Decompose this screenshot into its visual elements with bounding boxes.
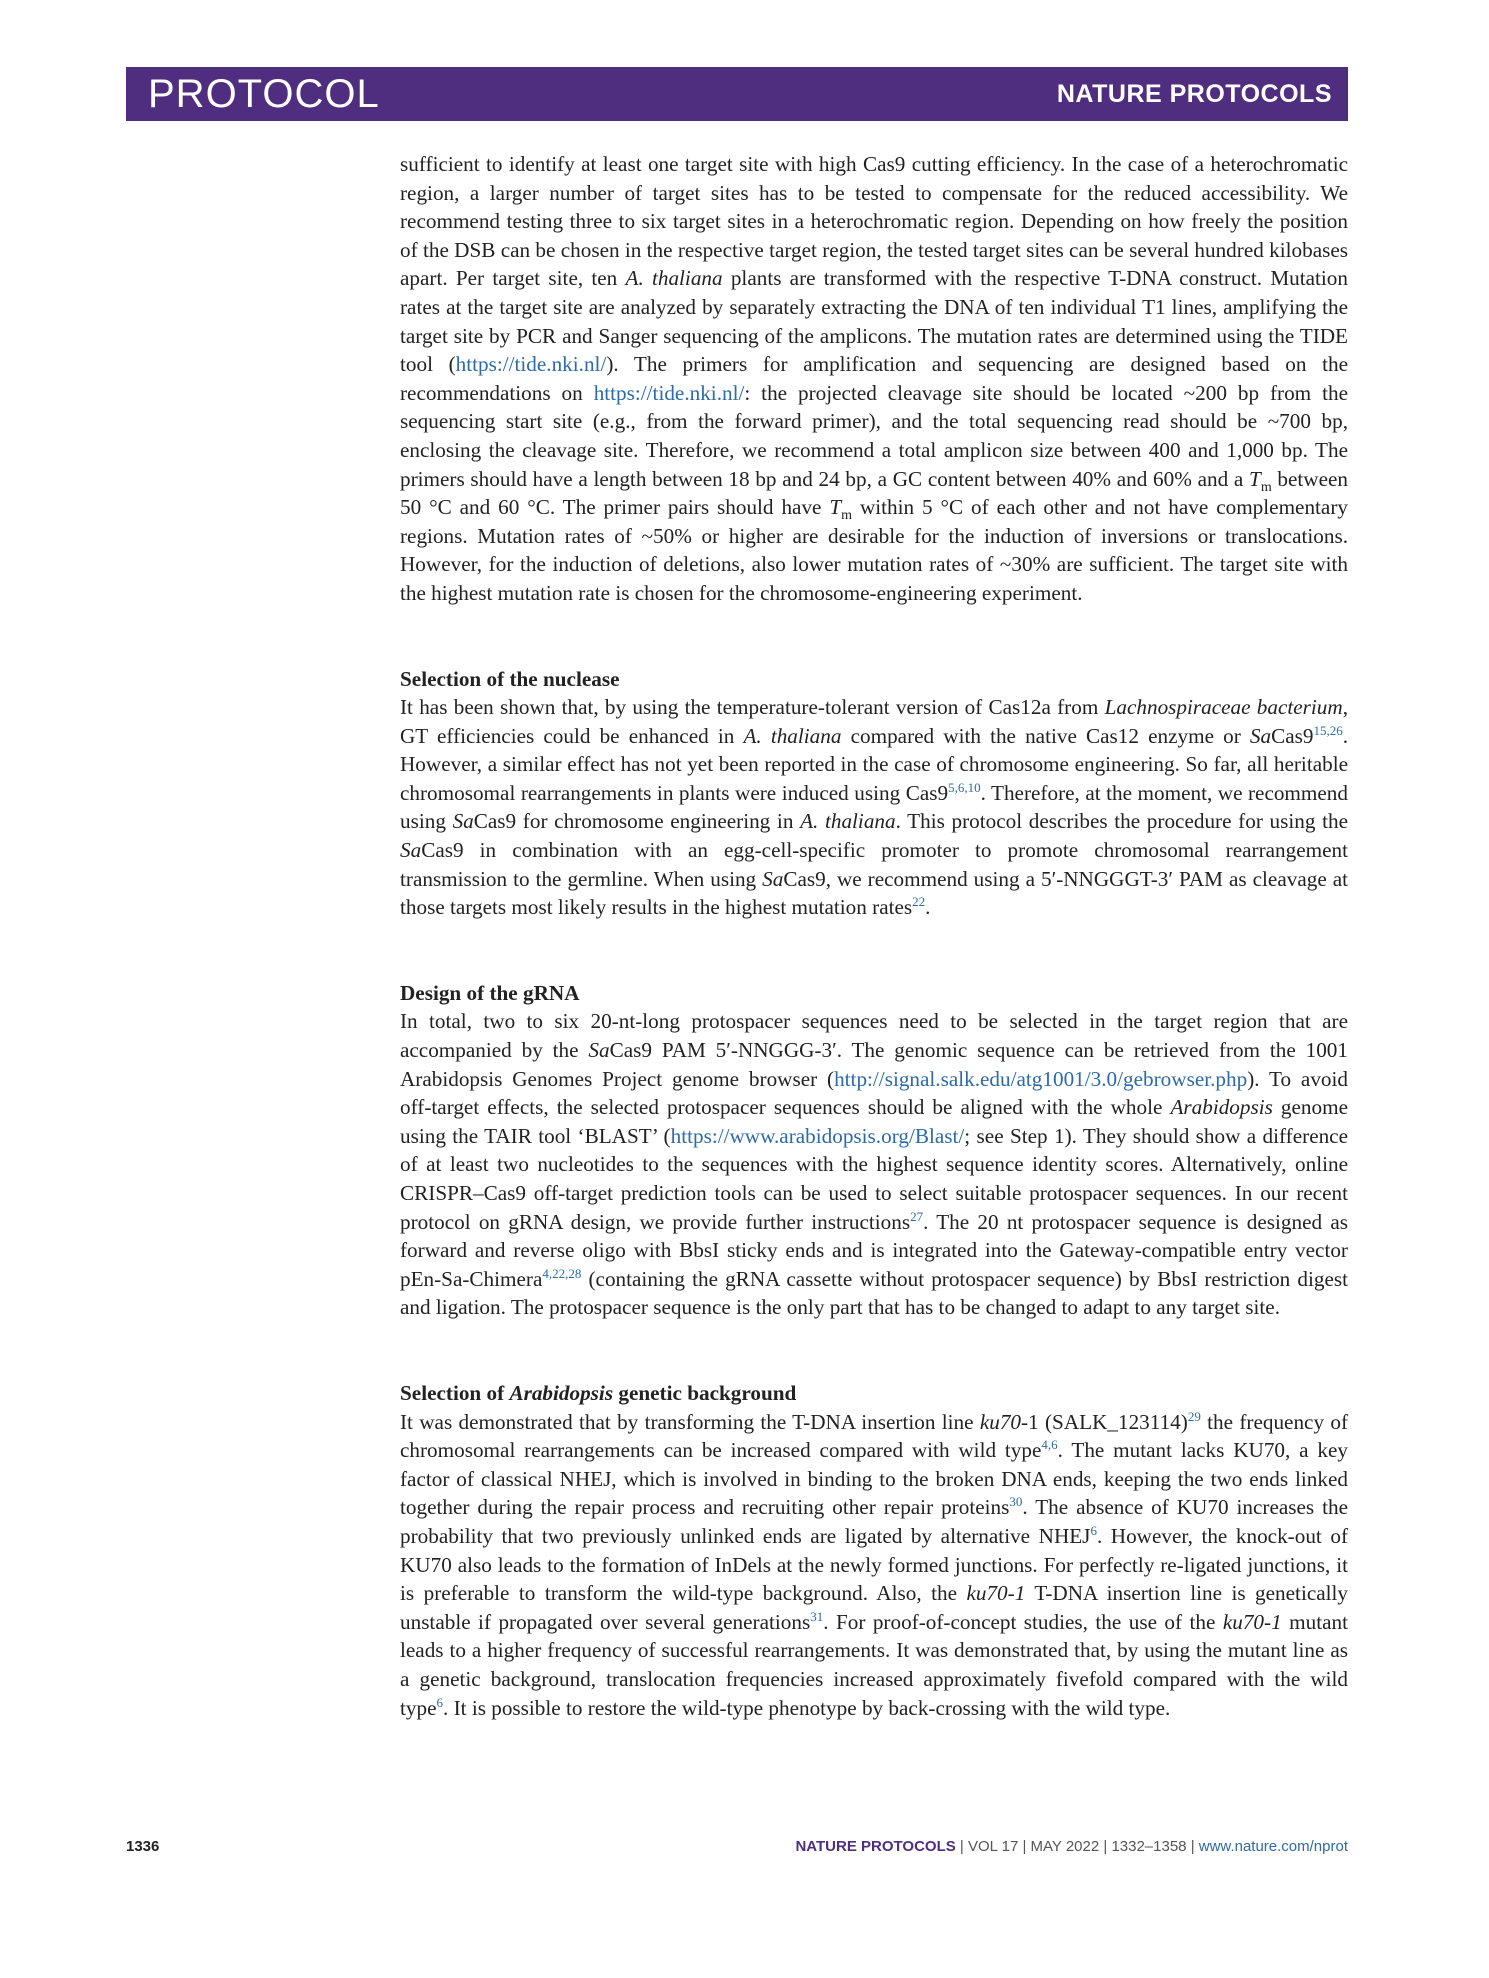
- page-number: 1336: [126, 1838, 160, 1855]
- page-header: [126, 67, 1348, 121]
- reference[interactable]: 27: [910, 1208, 924, 1224]
- reference[interactable]: 29: [1187, 1408, 1201, 1424]
- reference[interactable]: 15,26: [1313, 722, 1343, 738]
- reference[interactable]: 6: [1090, 1522, 1097, 1538]
- section-label: PROTOCOL: [148, 71, 380, 116]
- nuclease-paragraph: It has been shown that, by using the temperature-tolerant version of Cas12a from Lachnospiraceae bacterium, GT efficiencies could be enhanced in A. thaliana compared with the native Cas12 enzyme or SaCas9$^{15,26}$. However, a similar effect has not yet been reported in the case of chromosome engineering. So far, all heritable chromosomal rearrangements in plants were induced using Cas9$^{5,6,10}$. Therefore, at the moment, we recommend using SaCas9 for chromosome engineering in A. thaliana. This protocol describes the procedure for using the SaCas9 in combination with an egg-cell-specific promoter to promote chromosomal rearrangement transmission to the germline. When using SaCas9, we recommend using a 5′-NNGGGT-3′ PAM as cleavage at those targets most likely results in the highest mutation rates$^{22}$.: [400, 695, 1349, 920]
- reference[interactable]: 6: [436, 1694, 443, 1710]
- background-paragraph: It was demonstrated that by transforming the T-DNA insertion line ku70-1 (SALK_123114)$^{29}$ the frequency of chromosomal rearrangements can be increased compared with wild type$^{4,6}$. The mutant lacks KU70, a key factor of classical NHEJ, which is involved in binding to the broken DNA ends, keeping the two ends linked together during the repair process and recruiting other repair proteins$^{30}$. The absence of KU70 increases the probability that two previously unlinked ends are ligated by alternative NHEJ$^6$. However, the knock-out of KU70 also leads to the formation of InDels at the newly formed junctions. For perfectly re-ligated junctions, it is preferable to transform the wild-type background. Also, the ku70-1 T-DNA insertion line is genetically unstable if propagated over several generations$^{31}$. For proof-of-concept studies, the use of the ku70-1 mutant leads to a higher frequency of successful rearrangements. It was demonstrated that, by using the mutant line as a genetic background, translocation frequencies increased approximately fivefold compared with the wild type$^6$. It is possible to restore the wild-type phenotype by back-crossing with the wild type.: [400, 1408, 1349, 1720]
- article-body: [400, 150, 1348, 1722]
- reference[interactable]: 31: [810, 1608, 824, 1624]
- reference[interactable]: 4,6: [1041, 1437, 1058, 1453]
- reference[interactable]: 22: [912, 894, 926, 910]
- reference[interactable]: 30: [1009, 1494, 1023, 1510]
- grna-heading: Design of the gRNA: [400, 980, 580, 1005]
- tide-link[interactable]: https://tide.nki.nl/: [455, 352, 607, 377]
- salk-link[interactable]: http://signal.salk.edu/atg1001/3.0/gebrowser.php: [834, 1066, 1248, 1091]
- citation: NATURE PROTOCOLS | VOL 17 | MAY 2022 | 1332–1358 | www.nature.com/nprot: [795, 1838, 1348, 1855]
- journal-url-link[interactable]: www.nature.com/nprot: [1198, 1838, 1348, 1855]
- grna-paragraph: In total, two to six 20-nt-long protospacer sequences need to be selected in the target region that are accompanied by the SaCas9 PAM 5′-NNGGG-3′. The genomic sequence can be retrieved from the 1001 Arabidopsis Genomes Project genome browser (http://signal.salk.edu/atg1001/3.0/gebrowser.php). To avoid off-target effects, the selected protospacer sequences should be aligned with the whole Arabidopsis genome using the TAIR tool ‘BLAST’ (https://www.arabidopsis.org/Blast/; see Step 1). They should show a difference of at least two nucleotides to the sequences with the highest sequence identity scores. Alternatively, online CRISPR–Cas9 off-target prediction tools can be used to select suitable protospacer sequences. In our recent protocol on gRNA design, we provide further instructions$^{27}$. The 20 nt protospacer sequence is designed as forward and reverse oligo with BbsI sticky ends and is integrated into the Gateway-compatible entry vector pEn-Sa-Chimera$^{4,22,28}$ (containing the gRNA cassette without protospacer sequence) by BbsI restriction digest and ligation. The protospacer sequence is the only part that has to be changed to adapt to any target site.: [400, 1009, 1348, 1320]
- reference[interactable]: 4,22,28: [542, 1265, 582, 1281]
- blast-link[interactable]: https://www.arabidopsis.org/Blast/: [670, 1123, 965, 1148]
- nuclease-heading: Selection of the nuclease: [400, 666, 620, 691]
- tide-link-2[interactable]: https://tide.nki.nl/: [593, 380, 745, 405]
- background-heading: Selection of Arabidopsis genetic background: [400, 1380, 797, 1405]
- journal-name: NATURE PROTOCOLS: [1056, 79, 1332, 108]
- page-footer: [126, 1838, 1348, 1862]
- reference[interactable]: 5,6,10: [948, 779, 981, 795]
- intro-paragraph: sufficient to identify at least one target site with high Cas9 cutting efficiency. In the case of a heterochromatic region, a larger number of target sites has to be tested to compensate for the reduced accessibility. We recommend testing three to six target sites in a heterochromatic region. Depending on how freely the position of the DSB can be chosen in the respective target region, the tested target sites can be several hundred kilobases apart. Per target site, ten A. thaliana plants are transformed with the respective T-DNA construct. Mutation rates at the target site are analyzed by separately extracting the DNA of ten individual T1 lines, amplifying the target site by PCR and Sanger sequencing of the amplicons. The mutation rates are determined using the TIDE tool (https://tide.nki.nl/). The primers for amplification and sequencing are designed based on the recommendations on https://tide.nki.nl/: the projected cleavage site should be located ~200 bp from the sequencing start site (e.g., from the forward primer), and the total sequencing read should be ~700 bp, enclosing the cleavage site. Therefore, we recommend a total amplicon size between 400 and 1,000 bp. The primers should have a length between 18 bp and 24 bp, a GC content between 40% and 60% and a $T_m$ between 50 °C and 60 °C. The primer pairs should have $T_m$ within 5 °C of each other and not have complementary regions. Mutation rates of ~50% or higher are desirable for the induction of inversions or translocations. However, for the induction of deletions, also lower mutation rates of ~30% are sufficient. The target site with the highest mutation rate is chosen for the chromosome-engineering experiment.: [400, 152, 1348, 605]
